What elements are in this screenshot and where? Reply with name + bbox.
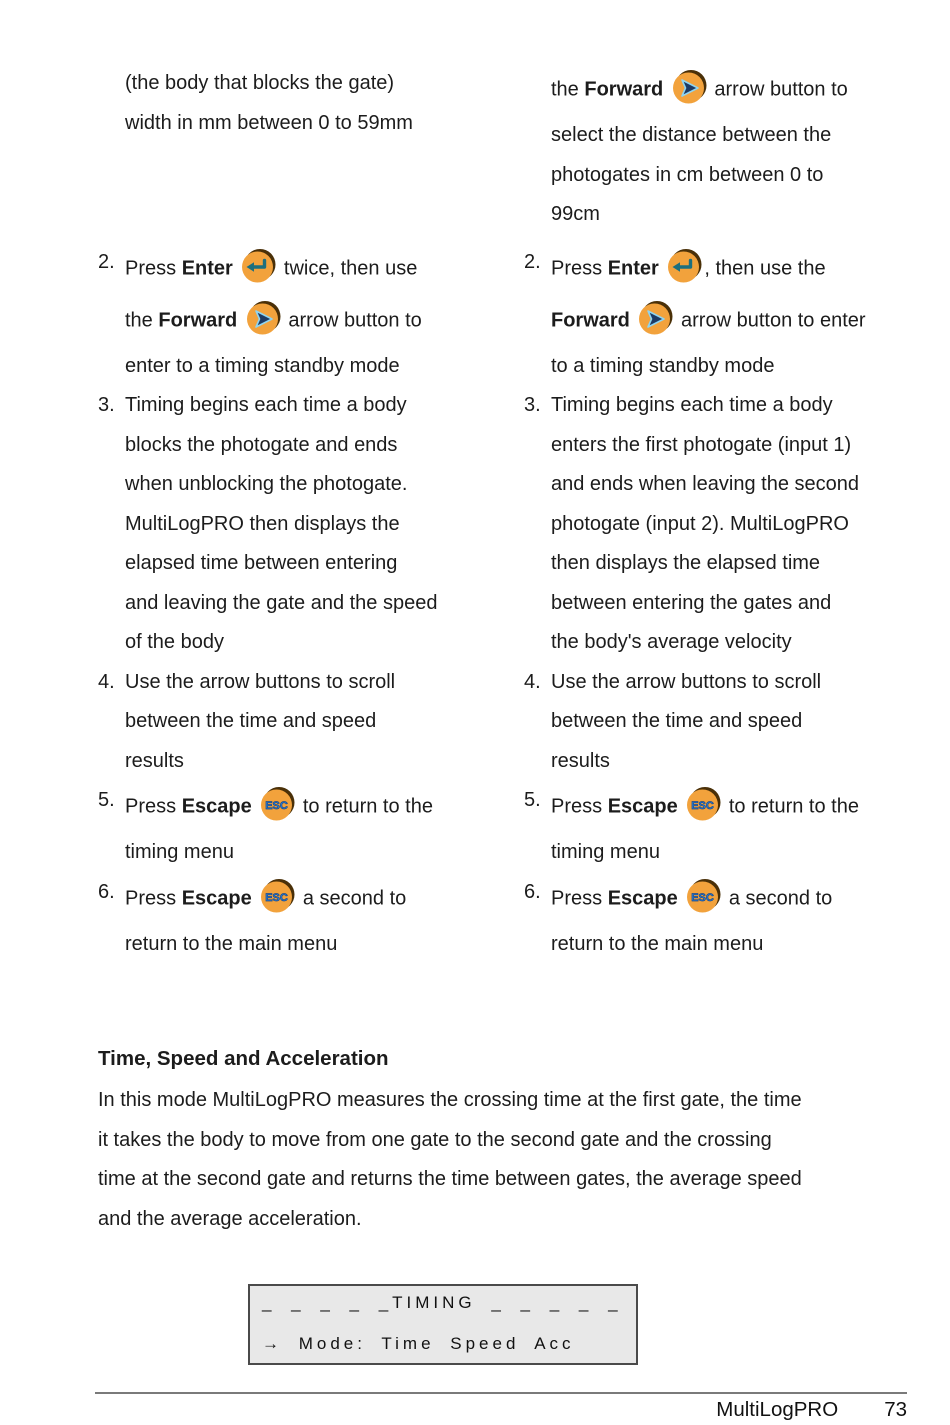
- instruction-row: [98, 873, 904, 965]
- forward-arrow-button-icon: [670, 69, 708, 107]
- item-number: 3.: [98, 394, 115, 416]
- instruction-row: [98, 663, 904, 782]
- key-name-bold: Forward: [158, 308, 238, 331]
- svg-text:ESC: ESC: [691, 800, 715, 812]
- list-item-left: [98, 64, 478, 235]
- item-number: 6.: [524, 880, 541, 903]
- list-item-left: [98, 386, 478, 663]
- item-text: Press Escape ESC to return to the timing menu: [125, 781, 478, 873]
- footer-page-number: 73: [884, 1398, 907, 1421]
- list-item-right: [524, 386, 904, 663]
- footer-product-name: MultiLogPRO: [716, 1398, 839, 1421]
- item-text: Press Enter , then use the Forward arrow button to enter to a timing standby mode: [551, 243, 904, 387]
- item-text: Press Escape ESC to return to the timing menu: [551, 781, 904, 873]
- instruction-row: [98, 243, 904, 387]
- item-text: Press Enter twice, then use the Forward arrow button to enter to a timing standby mode: [125, 243, 478, 387]
- item-number: 2.: [524, 250, 541, 273]
- item-text: the Forward arrow button to select the distance between the photogates in cm between 0 to 99cm: [551, 64, 904, 235]
- list-item-left: [98, 243, 478, 387]
- list-item-left: [98, 663, 478, 782]
- escape-button-icon: [258, 786, 296, 824]
- instruction-row: [98, 386, 904, 663]
- item-text: Use the arrow buttons to scroll between the time and speed results: [125, 670, 396, 772]
- list-item-right: [524, 243, 904, 387]
- svg-text:ESC: ESC: [691, 891, 715, 904]
- item-number: 2.: [98, 250, 115, 273]
- item-text: Press Escape ESC a second to return to the main menu: [125, 873, 478, 965]
- svg-text:ESC: ESC: [265, 800, 289, 812]
- footer-divider: [95, 1392, 907, 1394]
- escape-button-icon: [258, 878, 296, 916]
- lcd-line-1: _ _ _ _ _TIMING _ _ _ _ _: [262, 1293, 622, 1312]
- svg-text:ESC: ESC: [265, 891, 289, 904]
- key-name-bold: Enter: [607, 256, 659, 279]
- item-number: [524, 64, 551, 235]
- key-name-bold: Escape: [181, 886, 252, 909]
- page-footer: [95, 1398, 907, 1422]
- list-item-right: [524, 781, 904, 873]
- list-item-right: [524, 873, 904, 965]
- enter-button-icon: [239, 248, 277, 286]
- item-number: 4.: [524, 670, 541, 693]
- item-number: 5.: [98, 789, 115, 811]
- instruction-row: [98, 781, 904, 873]
- list-item-right: [524, 64, 904, 235]
- item-text: Timing begins each time a body enters the first photogate (input 1) and ends when leaving the second photogate (input 2). MultiLogPRO then displays the elapsed time between entering the gates and the body's average velocity: [551, 394, 860, 653]
- section-paragraph: In this mode MultiLogPRO measures the crossing time at the first gate, the time it takes the body to move from one gate to the second gate and the crossing time at the second gate and returns the time between gates, the average speed and the average acceleration.: [98, 1089, 802, 1230]
- item-number: 3.: [524, 394, 541, 416]
- forward-arrow-button-icon: [244, 300, 282, 338]
- item-text: (the body that blocks the gate) width in mm between 0 to 59mm: [125, 72, 413, 134]
- section-heading: Time, Speed and Acceleration: [98, 1047, 389, 1070]
- item-text: Press Escape ESC a second to return to the main menu: [551, 873, 904, 965]
- key-name-bold: Forward: [584, 78, 664, 101]
- item-text: Use the arrow buttons to scroll between the time and speed results: [551, 670, 822, 772]
- item-text: Timing begins each time a body blocks the photogate and ends when unblocking the photogate. MultiLogPRO then displays the elapsed time between entering and leaving the gate and the speed of the body: [125, 394, 438, 653]
- key-name-bold: Forward: [551, 308, 630, 331]
- escape-button-icon: [684, 878, 722, 916]
- list-item-left: [98, 873, 478, 965]
- lcd-line-2: → Mode: Time Speed Acc: [262, 1334, 575, 1353]
- item-number: 6.: [98, 880, 115, 903]
- key-name-bold: Escape: [607, 795, 678, 818]
- list-item-left: [98, 781, 478, 873]
- list-item-right: [524, 663, 904, 782]
- forward-arrow-button-icon: [636, 300, 674, 338]
- key-name-bold: Escape: [607, 886, 678, 909]
- escape-button-icon: [684, 786, 722, 824]
- instruction-columns: [98, 64, 904, 964]
- item-number: 5.: [524, 789, 541, 811]
- lcd-display: [248, 1284, 638, 1365]
- key-name-bold: Escape: [181, 795, 252, 818]
- item-number: 4.: [98, 670, 115, 693]
- enter-button-icon: [665, 248, 703, 286]
- item-number: [98, 64, 125, 235]
- key-name-bold: Enter: [181, 256, 233, 279]
- instruction-row: [98, 64, 904, 235]
